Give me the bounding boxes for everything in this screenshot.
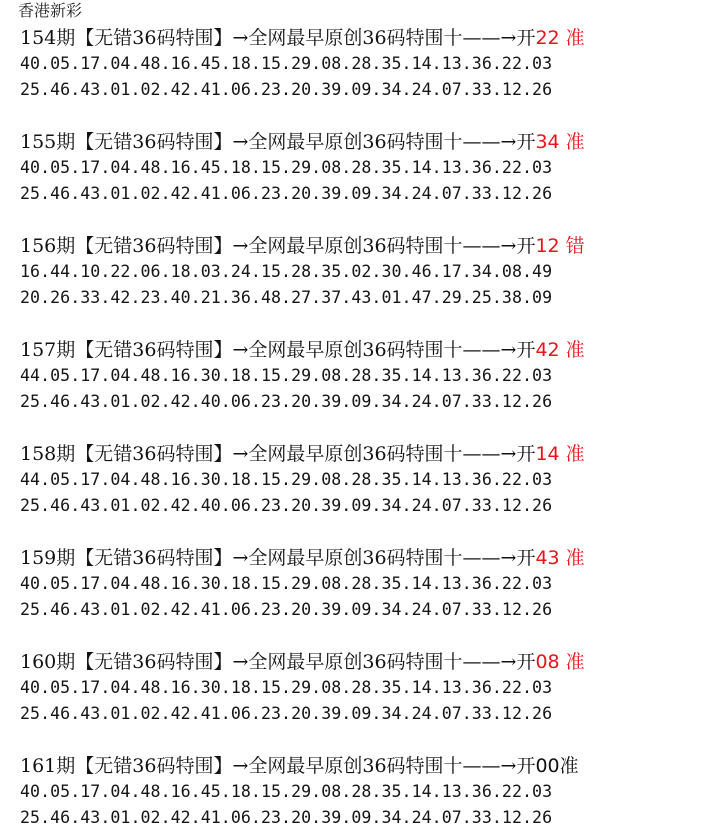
period-heading-text: 161期【无错36码特围】→全网最早原创36码特围十——→开	[20, 755, 536, 777]
period-block-155	[20, 130, 710, 208]
period-result: 42 准	[535, 339, 585, 361]
number-row-1: 44.05.17.04.48.16.30.18.15.29.08.28.35.14.13.36.22.03	[20, 470, 553, 489]
number-row-2: 25.46.43.01.02.42.40.06.23.20.39.09.34.24.07.33.12.26	[20, 392, 553, 411]
period-heading-text: 160期【无错36码特围】→全网最早原创36码特围十——→开	[20, 651, 536, 673]
period-result: 22 准	[535, 27, 585, 49]
number-row-2: 25.46.43.01.02.42.41.06.23.20.39.09.34.24.07.33.12.26	[20, 184, 553, 203]
period-result: 00准	[535, 755, 579, 777]
number-row-1: 40.05.17.04.48.16.45.18.15.29.08.28.35.14.13.36.22.03	[20, 782, 553, 801]
period-block-158	[20, 442, 710, 520]
period-heading-text: 156期【无错36码特围】→全网最早原创36码特围十——→开	[20, 235, 536, 257]
number-row-2: 25.46.43.01.02.42.40.06.23.20.39.09.34.24.07.33.12.26	[20, 496, 553, 515]
period-result: 08 准	[535, 651, 585, 673]
period-heading-text: 158期【无错36码特围】→全网最早原创36码特围十——→开	[20, 443, 536, 465]
page-title: 香港新彩	[18, 1, 83, 20]
period-result: 12 错	[535, 235, 585, 257]
number-row-1: 40.05.17.04.48.16.30.18.15.29.08.28.35.14.13.36.22.03	[20, 574, 553, 593]
number-row-1: 40.05.17.04.48.16.45.18.15.29.08.28.35.14.13.36.22.03	[20, 158, 553, 177]
period-result: 34 准	[535, 131, 585, 153]
period-heading	[20, 130, 710, 156]
number-row-2: 20.26.33.42.23.40.21.36.48.27.37.43.01.47.29.25.38.09	[20, 288, 553, 307]
period-heading	[20, 234, 710, 260]
period-block-159	[20, 546, 710, 624]
number-row-2: 25.46.43.01.02.42.41.06.23.20.39.09.34.24.07.33.12.26	[20, 808, 553, 827]
period-heading	[20, 650, 710, 676]
number-row-2: 25.46.43.01.02.42.41.06.23.20.39.09.34.24.07.33.12.26	[20, 80, 553, 99]
period-block-161	[20, 754, 710, 832]
number-row-1: 16.44.10.22.06.18.03.24.15.28.35.02.30.46.17.34.08.49	[20, 262, 553, 281]
period-result: 14 准	[535, 443, 585, 465]
period-heading	[20, 442, 710, 468]
period-heading	[20, 338, 710, 364]
period-block-157	[20, 338, 710, 416]
period-heading-text: 159期【无错36码特围】→全网最早原创36码特围十——→开	[20, 547, 536, 569]
period-block-156	[20, 234, 710, 312]
period-heading	[20, 26, 710, 52]
number-row-2: 25.46.43.01.02.42.41.06.23.20.39.09.34.24.07.33.12.26	[20, 600, 553, 619]
period-block-154	[20, 26, 710, 104]
period-heading	[20, 546, 710, 572]
period-result: 43 准	[535, 547, 585, 569]
number-row-1: 44.05.17.04.48.16.30.18.15.29.08.28.35.14.13.36.22.03	[20, 366, 553, 385]
period-heading-text: 154期【无错36码特围】→全网最早原创36码特围十——→开	[20, 27, 536, 49]
period-heading-text: 157期【无错36码特围】→全网最早原创36码特围十——→开	[20, 339, 536, 361]
period-heading-text: 155期【无错36码特围】→全网最早原创36码特围十——→开	[20, 131, 536, 153]
number-row-2: 25.46.43.01.02.42.41.06.23.20.39.09.34.24.07.33.12.26	[20, 704, 553, 723]
number-row-1: 40.05.17.04.48.16.30.18.15.29.08.28.35.14.13.36.22.03	[20, 678, 553, 697]
number-row-1: 40.05.17.04.48.16.45.18.15.29.08.28.35.14.13.36.22.03	[20, 54, 553, 73]
period-heading	[20, 754, 710, 780]
period-block-160	[20, 650, 710, 728]
